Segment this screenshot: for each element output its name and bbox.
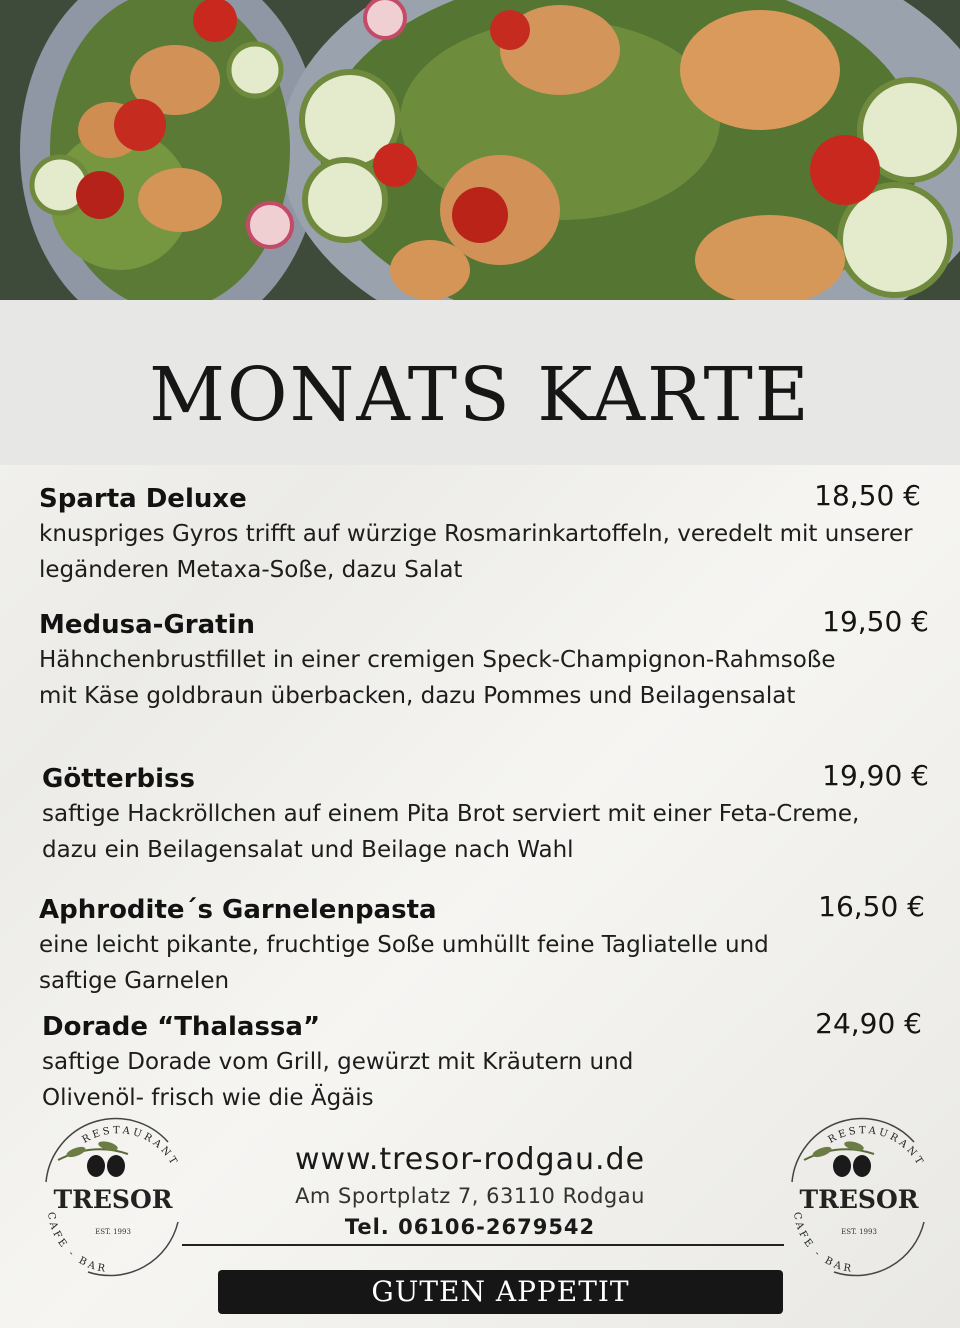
dish-price: 24,90 € — [815, 1007, 922, 1040]
dish-price: 18,50 € — [814, 479, 921, 512]
menu-item — [42, 1007, 922, 1116]
guten-appetit-banner: GUTEN APPETIT — [218, 1270, 783, 1314]
logo-arc-top: RESTAURANT — [826, 1125, 927, 1169]
dish-name: Aphrodite´s Garnelenpasta — [39, 895, 437, 925]
phone[interactable]: Tel. 06106-2679542 — [344, 1215, 596, 1239]
page-title: MONATS KARTE — [149, 352, 811, 438]
dish-name: Medusa-Gratin — [39, 610, 255, 640]
menu-item — [39, 479, 921, 588]
dish-price: 16,50 € — [818, 890, 925, 923]
dish-description: eine leicht pikante, fruchtige Soße umhüllt feine Tagliatelle und saftige Garnelen — [39, 932, 769, 994]
logo-arc-top: RESTAURANT — [80, 1125, 181, 1169]
tresor-logo — [28, 1112, 198, 1282]
menu-item — [39, 605, 929, 714]
dish-name: Dorade “Thalassa” — [42, 1012, 321, 1042]
dish-description: Hähnchenbrustfillet in einer cremigen Speck-Champignon-Rahmsoße mit Käse goldbraun überbacken, dazu Pommes und Beilagensalat — [39, 647, 836, 709]
menu-item — [39, 890, 925, 999]
logo-arc-bottom: CAFE - BAR — [790, 1211, 855, 1276]
logo-name: TRESOR — [799, 1185, 919, 1214]
dish-name: Sparta Deluxe — [39, 484, 247, 514]
svg-text:CAFE - BAR — [791, 1211, 855, 1275]
torn-edge — [0, 285, 960, 325]
address: Am Sportplatz 7, 63110 Rodgau — [295, 1184, 645, 1208]
footer-divider — [182, 1244, 784, 1246]
dish-description: saftige Dorade vom Grill, gewürzt mit Kräutern und Olivenöl- frisch wie die Ägäis — [42, 1049, 634, 1111]
logo-name: TRESOR — [53, 1185, 173, 1214]
tresor-logo — [774, 1112, 944, 1282]
dish-price: 19,50 € — [822, 605, 929, 638]
logo-arc-bottom: CAFE - BAR — [44, 1211, 109, 1276]
logo-est: EST. 1993 — [95, 1228, 131, 1236]
dish-description: knuspriges Gyros trifft auf würzige Rosmarinkartoffeln, veredelt mit unserer legänderen Metaxa-Soße, dazu Salat — [39, 521, 913, 583]
dish-description: saftige Hackröllchen auf einem Pita Brot serviert mit einer Feta-Creme, dazu ein Beilagensalat und Beilage nach Wahl — [42, 801, 860, 863]
website-link[interactable]: www.tresor-rodgau.de — [294, 1142, 646, 1177]
menu-item — [42, 759, 929, 868]
dish-price: 19,90 € — [822, 759, 929, 792]
logo-est: EST. 1993 — [841, 1228, 877, 1236]
svg-text:CAFE - BAR — [45, 1211, 109, 1275]
dish-name: Götterbiss — [42, 764, 195, 794]
